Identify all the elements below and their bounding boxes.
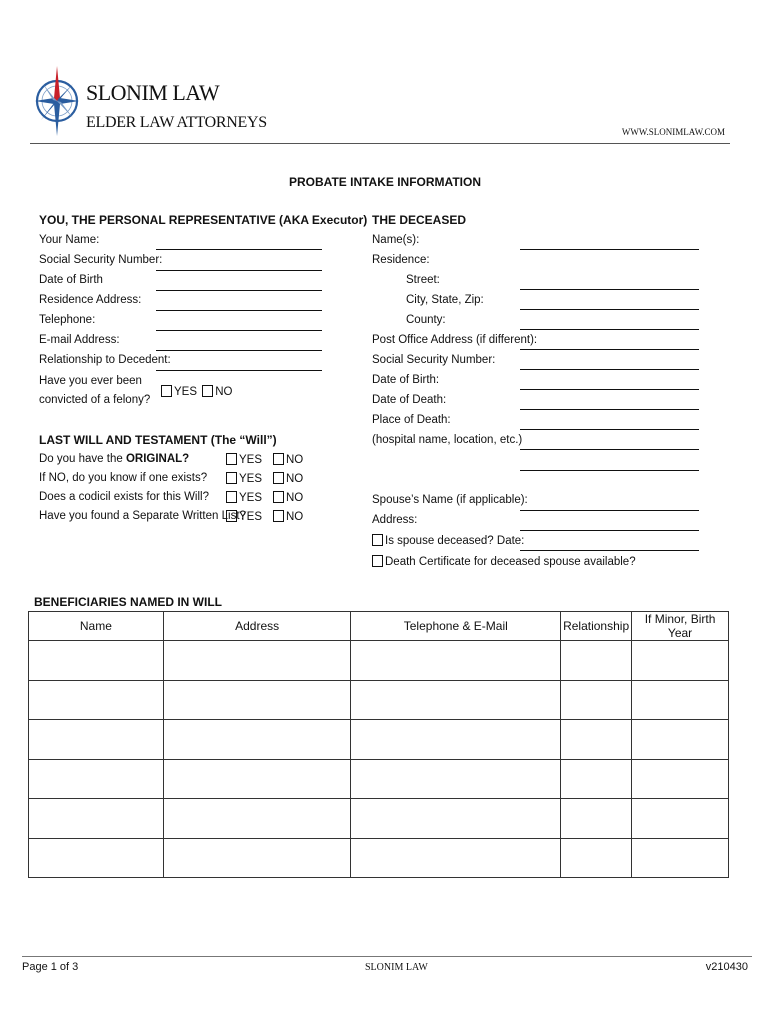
table-cell[interactable] xyxy=(632,641,729,681)
table-cell[interactable] xyxy=(29,641,164,681)
table-cell[interactable] xyxy=(29,838,164,878)
list-no-checkbox[interactable] xyxy=(273,510,284,522)
deceased-street-label: Street: xyxy=(406,274,440,286)
exists-no-label: NO xyxy=(286,473,304,485)
will-heading: LAST WILL AND TESTAMENT (The “Will”) xyxy=(39,433,277,447)
original-question-prefix: Do you have the xyxy=(39,453,126,465)
table-header-row xyxy=(29,612,729,641)
spouse-deceased-checkbox[interactable] xyxy=(372,534,383,546)
spouse-deceased-label: Is spouse deceased? Date: xyxy=(385,535,525,547)
table-row xyxy=(29,641,729,681)
table-cell[interactable] xyxy=(632,720,729,760)
firm-tagline: ELDER LAW ATTORNEYS xyxy=(86,114,267,131)
deceased-heading: THE DECEASED xyxy=(372,213,467,227)
death-cert-checkbox[interactable] xyxy=(372,555,383,567)
original-yes-checkbox[interactable] xyxy=(226,453,237,465)
dob-label: Date of Birth xyxy=(39,274,103,286)
spouse-name-field[interactable] xyxy=(520,510,699,511)
column-header-name: Name xyxy=(29,612,164,641)
table-cell[interactable] xyxy=(632,759,729,799)
table-cell[interactable] xyxy=(29,680,164,720)
table-cell[interactable] xyxy=(561,759,632,799)
relationship-label: Relationship to Decedent: xyxy=(39,354,171,366)
will-yes-option-3 xyxy=(226,491,262,504)
table-cell[interactable] xyxy=(351,759,561,799)
deceased-names-field[interactable] xyxy=(520,249,699,250)
list-no-label: NO xyxy=(286,511,304,523)
codicil-no-label: NO xyxy=(286,492,304,504)
will-yes-option-4 xyxy=(226,510,262,523)
deceased-street-field[interactable] xyxy=(520,289,699,290)
page-number: Page 1 of 3 xyxy=(22,961,79,973)
table-cell[interactable] xyxy=(351,641,561,681)
column-header-telephone: Telephone & E-Mail xyxy=(351,612,561,641)
felony-no-label: NO xyxy=(215,386,233,398)
deceased-dob-label: Date of Birth: xyxy=(372,374,440,386)
table-cell[interactable] xyxy=(561,799,632,839)
spouse-address-field[interactable] xyxy=(520,530,699,531)
deceased-dod-field[interactable] xyxy=(520,409,699,410)
your-name-label: Your Name: xyxy=(39,234,100,246)
exists-no-checkbox[interactable] xyxy=(273,472,284,484)
residence-address-label: Residence Address: xyxy=(39,294,142,306)
table-cell[interactable] xyxy=(561,720,632,760)
will-yes-option-1 xyxy=(226,453,262,466)
will-question-original xyxy=(39,453,189,465)
table-row xyxy=(29,799,729,839)
will-question-codicil: Does a codicil exists for this Will? xyxy=(39,491,209,503)
column-header-address: Address xyxy=(163,612,351,641)
firm-name: SLONIM LAW xyxy=(86,80,220,105)
deceased-ssn-field[interactable] xyxy=(520,369,699,370)
deceased-names-label: Name(s): xyxy=(372,234,420,246)
form-title: PROBATE INTAKE INFORMATION xyxy=(289,175,481,189)
email-label: E-mail Address: xyxy=(39,334,120,346)
column-header-birth-year: If Minor, Birth Year xyxy=(632,612,729,641)
will-no-option-1 xyxy=(273,453,303,466)
will-no-option-3 xyxy=(273,491,303,504)
table-cell[interactable] xyxy=(351,838,561,878)
deceased-place-hint: (hospital name, location, etc.) xyxy=(372,434,523,446)
original-yes-label: YES xyxy=(239,454,263,466)
deceased-city-label: City, State, Zip: xyxy=(406,294,484,306)
will-question-written-list: Have you found a Separate Written List? xyxy=(39,510,246,522)
table-row xyxy=(29,680,729,720)
header-divider xyxy=(30,143,730,144)
table-cell[interactable] xyxy=(163,838,351,878)
ssn-field[interactable] xyxy=(156,270,322,271)
felony-options xyxy=(161,385,232,398)
telephone-field[interactable] xyxy=(156,330,322,331)
footer-firm-name: SLONIM LAW xyxy=(365,962,428,973)
your-name-field[interactable] xyxy=(156,249,322,250)
table-cell[interactable] xyxy=(163,759,351,799)
table-row xyxy=(29,720,729,760)
deceased-ssn-label: Social Security Number: xyxy=(372,354,496,366)
table-cell[interactable] xyxy=(29,720,164,760)
telephone-label: Telephone: xyxy=(39,314,96,326)
beneficiaries-heading: BENEFICIARIES NAMED IN WILL xyxy=(34,595,222,609)
original-no-label: NO xyxy=(286,454,304,466)
felony-question-line1: Have you ever been xyxy=(39,375,142,387)
list-yes-checkbox[interactable] xyxy=(226,510,237,522)
deceased-dob-field[interactable] xyxy=(520,389,699,390)
codicil-no-checkbox[interactable] xyxy=(273,491,284,503)
exists-yes-label: YES xyxy=(239,473,263,485)
version-code: v210430 xyxy=(705,961,748,973)
original-no-checkbox[interactable] xyxy=(273,453,284,465)
table-cell[interactable] xyxy=(561,641,632,681)
deceased-po-label: Post Office Address (if different): xyxy=(372,334,538,346)
exists-yes-checkbox[interactable] xyxy=(226,472,237,484)
table-cell[interactable] xyxy=(632,799,729,839)
spouse-name-label: Spouse’s Name (if applicable): xyxy=(372,494,528,506)
table-cell[interactable] xyxy=(632,680,729,720)
deceased-dod-label: Date of Death: xyxy=(372,394,447,406)
email-field[interactable] xyxy=(156,350,322,351)
original-question-bold: ORIGINAL? xyxy=(125,453,190,465)
codicil-yes-label: YES xyxy=(239,492,263,504)
compass-rose-icon xyxy=(33,62,83,140)
deceased-place-field-3[interactable] xyxy=(520,470,699,471)
residence-address-field[interactable] xyxy=(156,310,322,311)
table-cell[interactable] xyxy=(163,680,351,720)
table-cell[interactable] xyxy=(561,838,632,878)
deceased-city-field[interactable] xyxy=(520,309,699,310)
deceased-place-field-2[interactable] xyxy=(520,449,699,450)
relationship-field[interactable] xyxy=(156,370,322,371)
deceased-residence-label: Residence: xyxy=(372,254,430,266)
felony-yes-checkbox[interactable] xyxy=(161,385,172,397)
column-header-relationship: Relationship xyxy=(561,612,632,641)
deceased-county-field[interactable] xyxy=(520,329,699,330)
table-cell[interactable] xyxy=(29,799,164,839)
table-row xyxy=(29,759,729,799)
deceased-county-label: County: xyxy=(406,314,446,326)
table-cell[interactable] xyxy=(163,799,351,839)
table-cell[interactable] xyxy=(351,799,561,839)
spouse-address-label: Address: xyxy=(372,514,418,526)
table-cell[interactable] xyxy=(351,680,561,720)
will-question-exists: If NO, do you know if one exists? xyxy=(39,472,208,484)
death-cert-label: Death Certificate for deceased spouse available? xyxy=(385,556,636,568)
ssn-label: Social Security Number: xyxy=(39,254,163,266)
deceased-po-field[interactable] xyxy=(520,349,699,350)
table-cell[interactable] xyxy=(351,720,561,760)
will-no-option-2 xyxy=(273,472,303,485)
representative-heading: YOU, THE PERSONAL REPRESENTATIVE (AKA Executor) xyxy=(39,213,368,227)
table-cell[interactable] xyxy=(632,838,729,878)
will-yes-option-2 xyxy=(226,472,262,485)
spouse-deceased-date-field[interactable] xyxy=(520,550,699,551)
felony-yes-label: YES xyxy=(174,386,198,398)
table-cell[interactable] xyxy=(163,641,351,681)
table-cell[interactable] xyxy=(29,759,164,799)
codicil-yes-checkbox[interactable] xyxy=(226,491,237,503)
felony-no-checkbox[interactable] xyxy=(202,385,213,397)
deceased-place-field[interactable] xyxy=(520,429,699,430)
table-cell[interactable] xyxy=(163,720,351,760)
website-link[interactable]: WWW.SLONIMLAW.COM xyxy=(621,127,725,137)
table-cell[interactable] xyxy=(561,680,632,720)
dob-field[interactable] xyxy=(156,290,322,291)
deceased-place-label: Place of Death: xyxy=(372,414,451,426)
felony-question-line2: convicted of a felony? xyxy=(39,394,151,406)
spouse-deceased-option xyxy=(372,534,524,547)
will-no-option-4 xyxy=(273,510,303,523)
beneficiaries-table xyxy=(28,611,729,878)
death-cert-option xyxy=(372,555,636,568)
list-yes-label: YES xyxy=(239,511,263,523)
footer-divider xyxy=(22,956,752,957)
table-row xyxy=(29,838,729,878)
